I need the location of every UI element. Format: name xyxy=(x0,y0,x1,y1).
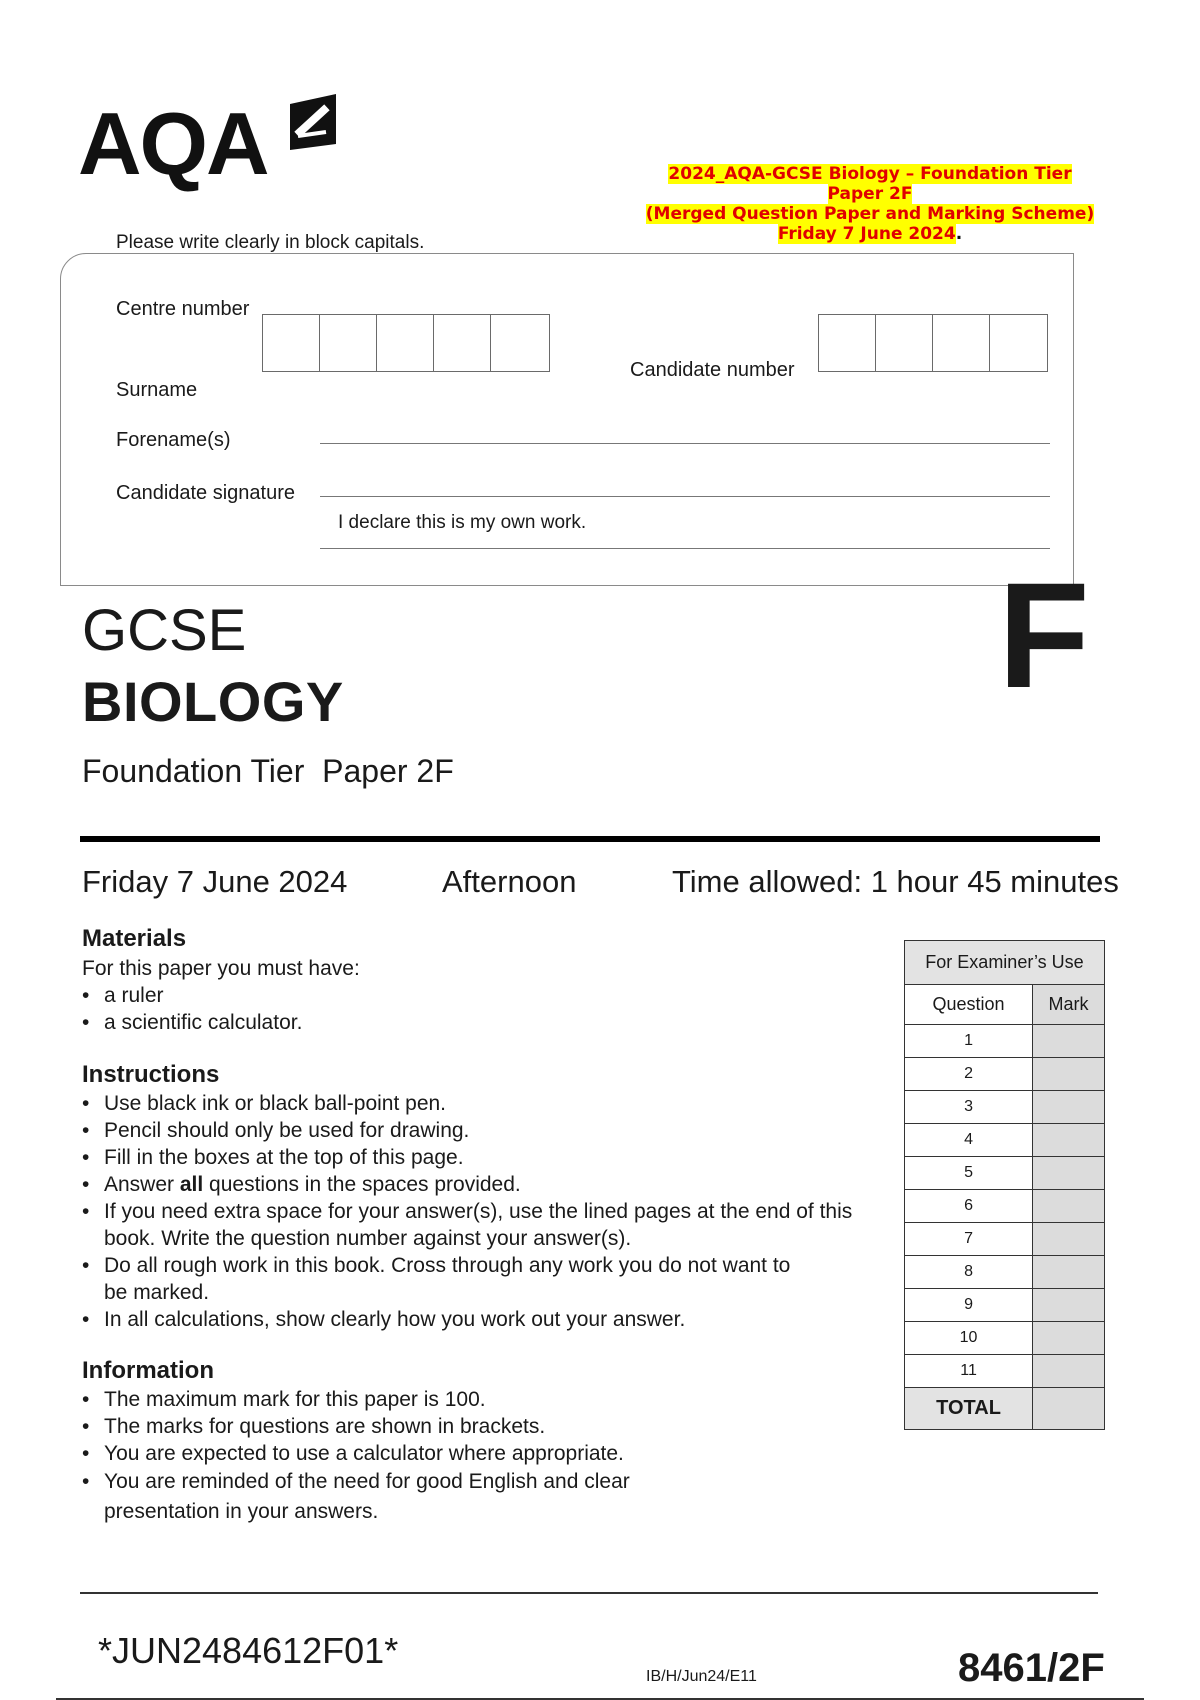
information-list xyxy=(82,1386,682,1527)
barcode-text: *JUN2484612F01* xyxy=(98,1630,399,1671)
centre-number-digit[interactable] xyxy=(434,315,491,371)
list-item: • You are reminded of the need for good English and clear presentation in your answers. xyxy=(82,1467,682,1527)
candidate-number-digit[interactable] xyxy=(876,315,933,371)
mark-cell xyxy=(1033,1091,1105,1124)
question-number: 9 xyxy=(905,1289,1033,1322)
candidate-number-label: Candidate number xyxy=(630,359,795,381)
declaration-line xyxy=(320,548,1050,549)
declaration-text: I declare this is my own work. xyxy=(338,512,587,533)
surname-forenames-line[interactable] xyxy=(320,443,1050,444)
list-item: • Use black ink or black ball-point pen. xyxy=(82,1090,872,1117)
question-number: 7 xyxy=(905,1223,1033,1256)
question-number: 3 xyxy=(905,1091,1033,1124)
signature-line[interactable] xyxy=(320,496,1050,497)
question-number: 8 xyxy=(905,1256,1033,1289)
banner-line-1: 2024_AQA-GCSE Biology – Foundation Tier xyxy=(668,164,1072,184)
list-item: • If you need extra space for your answer(s), use the lined pages at the end of this book. Write the question number against your answer(s). xyxy=(82,1198,872,1252)
candidate-number-digit[interactable] xyxy=(819,315,876,371)
signature-label: Candidate signature xyxy=(116,482,296,504)
list-item: • In all calculations, show clearly how you work out your answer. xyxy=(82,1306,872,1333)
exam-session: Afternoon xyxy=(442,864,577,899)
title-divider xyxy=(80,836,1100,842)
table-row xyxy=(905,1058,1105,1091)
table-row xyxy=(905,1091,1105,1124)
text-span: questions in the spaces provided. xyxy=(203,1173,521,1196)
question-number: 10 xyxy=(905,1322,1033,1355)
question-column-header: Question xyxy=(905,985,1033,1025)
banner-line-4: Friday 7 June 2024 xyxy=(777,224,956,244)
table-row xyxy=(905,1025,1105,1058)
list-item: • You are expected to use a calculator where appropriate. xyxy=(82,1440,682,1467)
table-row xyxy=(905,1322,1105,1355)
centre-number-boxes[interactable] xyxy=(262,314,550,372)
centre-number-digit[interactable] xyxy=(491,315,548,371)
document-reference: IB/H/Jun24/E11 xyxy=(646,1668,757,1685)
list-item: • Do all rough work in this book. Cross through any work you do not want to be marked. xyxy=(82,1252,814,1306)
mark-cell xyxy=(1033,1190,1105,1223)
question-number: 6 xyxy=(905,1190,1033,1223)
candidate-number-digit[interactable] xyxy=(933,315,990,371)
mark-cell xyxy=(1033,1289,1105,1322)
qualification-title: GCSE xyxy=(82,598,247,663)
table-row xyxy=(905,1355,1105,1388)
mark-column-header: Mark xyxy=(1033,985,1105,1025)
instructions-heading: Instructions xyxy=(82,1061,220,1088)
table-row xyxy=(905,1190,1105,1223)
mark-cell xyxy=(1033,1355,1105,1388)
centre-number-label: Centre number xyxy=(116,298,250,320)
table-row xyxy=(905,1124,1105,1157)
question-number: 2 xyxy=(905,1058,1033,1091)
examiner-use-table xyxy=(904,940,1105,1430)
question-number: 4 xyxy=(905,1124,1033,1157)
table-row xyxy=(905,1157,1105,1190)
list-item: • The maximum mark for this paper is 100. xyxy=(82,1386,682,1413)
emphasis-text: all xyxy=(179,1173,204,1196)
tier-paper-title: Foundation Tier Paper 2F xyxy=(82,753,454,789)
table-row xyxy=(905,1388,1105,1430)
paper-code: 8461/2F xyxy=(958,1646,1105,1690)
total-mark-cell xyxy=(1033,1388,1105,1430)
table-row xyxy=(905,1223,1105,1256)
mark-cell xyxy=(1033,1322,1105,1355)
surname-label: Surname xyxy=(116,379,198,401)
mark-cell xyxy=(1033,1256,1105,1289)
tier-letter: F xyxy=(998,551,1090,719)
list-item: • Fill in the boxes at the top of this page. xyxy=(82,1144,872,1171)
banner-line-3: (Merged Question Paper and Marking Scheme) xyxy=(645,204,1095,224)
question-number: 11 xyxy=(905,1355,1033,1388)
materials-heading: Materials xyxy=(82,925,187,952)
list-item: • Pencil should only be used for drawing. xyxy=(82,1117,872,1144)
candidate-number-boxes[interactable] xyxy=(818,314,1048,372)
materials-intro: For this paper you must have: xyxy=(82,957,360,980)
time-allowed: Time allowed: 1 hour 45 minutes xyxy=(672,864,1119,899)
list-item: • a scientific calculator. xyxy=(82,1009,842,1036)
block-capitals-note: Please write clearly in block capitals. xyxy=(116,232,425,253)
materials-list xyxy=(82,982,842,1036)
centre-number-digit[interactable] xyxy=(377,315,434,371)
total-label: TOTAL xyxy=(905,1388,1033,1430)
information-heading: Information xyxy=(82,1357,214,1384)
mark-cell xyxy=(1033,1025,1105,1058)
forenames-label: Forename(s) xyxy=(116,429,231,451)
subject-title: BIOLOGY xyxy=(82,670,344,733)
question-number: 1 xyxy=(905,1025,1033,1058)
mark-cell xyxy=(1033,1157,1105,1190)
table-row xyxy=(905,1256,1105,1289)
aqa-logo: AQA xyxy=(78,94,268,193)
question-number: 5 xyxy=(905,1157,1033,1190)
exam-date: Friday 7 June 2024 xyxy=(82,864,348,899)
centre-number-digit[interactable] xyxy=(263,315,320,371)
banner-line-2: Paper 2F xyxy=(827,184,913,204)
list-item xyxy=(82,1171,872,1198)
candidate-number-digit[interactable] xyxy=(990,315,1047,371)
footer-divider xyxy=(80,1592,1098,1594)
mark-cell xyxy=(1033,1124,1105,1157)
list-item: • a ruler xyxy=(82,982,842,1009)
mark-cell xyxy=(1033,1223,1105,1256)
table-row xyxy=(905,1289,1105,1322)
mark-cell xyxy=(1033,1058,1105,1091)
banner-line-4-suffix: . xyxy=(955,224,963,244)
document-banner xyxy=(640,164,1100,244)
centre-number-digit[interactable] xyxy=(320,315,377,371)
examiner-table-title: For Examiner’s Use xyxy=(905,941,1105,985)
instructions-list xyxy=(82,1090,872,1333)
aqa-logo-mark-icon xyxy=(286,92,340,152)
text-span: Answer xyxy=(104,1173,180,1196)
list-item: • The marks for questions are shown in brackets. xyxy=(82,1413,682,1440)
